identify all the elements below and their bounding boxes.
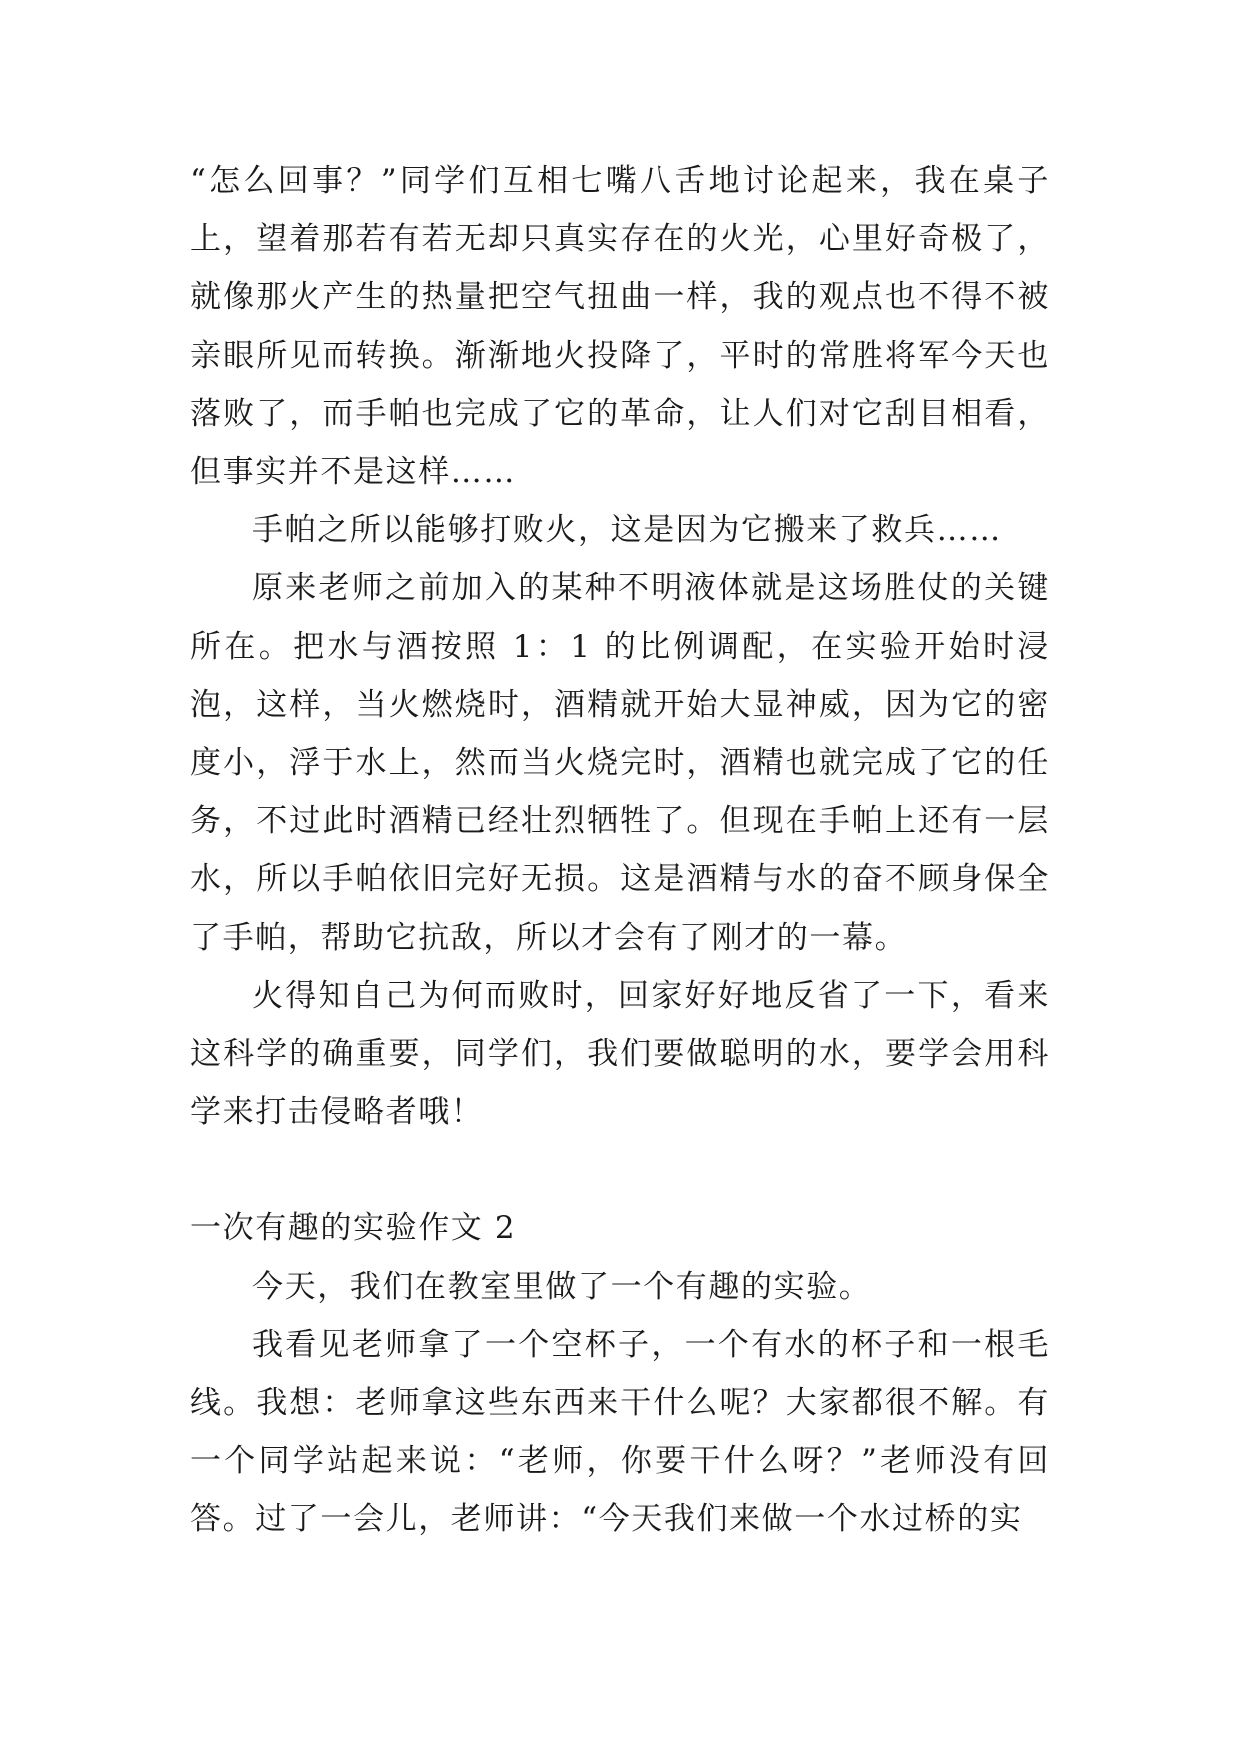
section-spacer — [190, 1141, 1050, 1199]
paragraph-intro: 今天，我们在教室里做了一个有趣的实验。 — [252, 1268, 872, 1305]
paragraph-rescue: 手帕之所以能够打败火，这是因为它搬来了救兵…… — [252, 512, 1002, 549]
paragraph-discussion: “怎么回事？”同学们互相七嘴八舌地讨论起来，我在桌子上，望着那若有若无却只真实存在的火光，心里好奇极了，就像那火产生的热量把空气扭曲一样，我的观点也不得不被亲眼所见而转换。渐渐地火投降了，平时的常胜将军今天也落败了，而手帕也完成了它的革命，让人们对它刮目相看，但事实并不是这样…… — [190, 163, 1050, 491]
section-title: 一次有趣的实验作文 2 — [190, 1210, 517, 1247]
paragraph-teacher-setup: 我看见老师拿了一个空杯子，一个有水的杯子和一根毛线。我想：老师拿这些东西来干什么呢？大家都很不解。有一个同学站起来说：“老师，你要干什么呀？”老师没有回答。过了一会儿，老师讲：“今天我们来做一个水过桥的实 — [190, 1326, 1050, 1538]
paragraph-explanation: 原来老师之前加入的某种不明液体就是这场胜仗的关键所在。把水与酒按照 1：1 的比例调配，在实验开始时浸泡，这样，当火燃烧时，酒精就开始大显神威，因为它的密度小，浮于水上，然而当火烧完时，酒精也就完成了它的任务，不过此时酒精已经壮烈牺牲了。但现在手帕上还有一层水，所以手帕依旧完好无损。这是酒精与水的奋不顾身保全了手帕，帮助它抗敌，所以才会有了刚才的一幕。 — [190, 570, 1050, 956]
paragraph-conclusion: 火得知自己为何而败时，回家好好地反省了一下，看来这科学的确重要，同学们，我们要做聪明的水，要学会用科学来打击侵略者哦！ — [190, 977, 1050, 1131]
document-body — [190, 152, 1050, 1549]
